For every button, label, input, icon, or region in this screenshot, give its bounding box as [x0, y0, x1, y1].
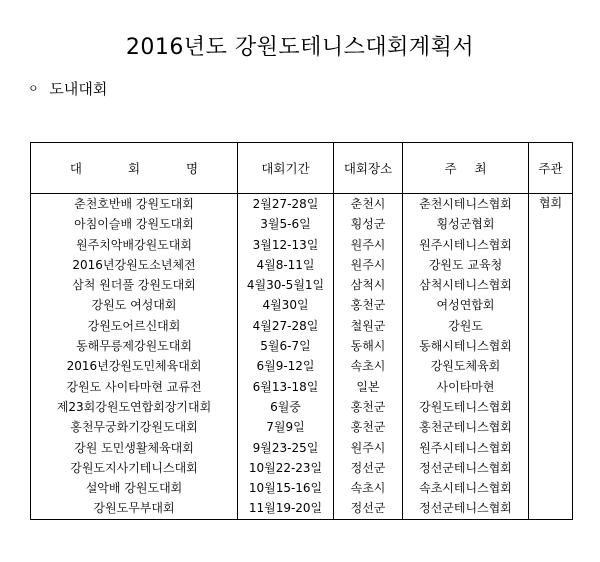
tournament-venue: 정선군: [350, 501, 386, 516]
venue-column: [334, 194, 403, 520]
tournament-name: 강원도어르신대회: [87, 318, 181, 333]
tournament-period: 6월중: [270, 399, 301, 414]
tournament-host: 여성연합회: [436, 298, 495, 313]
tournament-name: 강원도지사기테니스대회: [70, 460, 198, 475]
tournament-host: 횡성군협회: [436, 217, 495, 232]
tournament-name: 동해무릉제강원도대회: [76, 339, 192, 354]
section-bullet: ㅇ: [28, 82, 39, 95]
tournament-name: 강원도 여성대회: [91, 298, 177, 313]
tournament-period: 4월30-5월1일: [246, 278, 325, 293]
header-organizer: 주관: [529, 143, 573, 194]
tournament-period: 6월13-18일: [252, 379, 319, 394]
tournament-period: 10월22-23일: [248, 460, 323, 475]
tournament-venue: 홍천군: [350, 420, 386, 435]
tournament-host: 강원도 교육청: [428, 257, 503, 272]
host-column: [403, 194, 529, 520]
tournament-name: 강원도무부대회: [93, 501, 175, 516]
tournament-host: 홍천군테니스협회: [419, 420, 512, 435]
tournament-venue: 속초시: [350, 481, 386, 496]
tournament-period: 10월15-16일: [248, 481, 323, 496]
document-title: 2016년도 강원도테니스대회계획서: [125, 35, 475, 60]
table-header-row: [31, 143, 573, 194]
tournament-host: 사이타마현: [436, 379, 495, 394]
header-host: 주 최: [403, 143, 529, 194]
section-title: 도내대회: [49, 80, 108, 98]
tournament-name: 2016년강원도민체육대회: [66, 359, 202, 374]
tournament-period: 6월9-12일: [256, 359, 315, 374]
tournament-schedule-table: [30, 142, 573, 520]
tournament-period: 4월8-11일: [256, 257, 315, 272]
section-heading: [28, 78, 107, 99]
tournament-host: 원주시테니스협회: [419, 440, 512, 455]
tournament-host: 정선군테니스협회: [419, 501, 512, 516]
tournament-host: 속초시테니스협회: [419, 481, 512, 496]
tournament-period: 7월9일: [266, 420, 305, 435]
tournament-period: 4월27-28일: [252, 318, 319, 333]
tournament-name: 강원 도민생활체육대회: [74, 440, 194, 455]
tournament-venue: 원주시: [350, 257, 386, 272]
tournament-host: 강원도: [448, 318, 483, 333]
tournament-period: 5월6-7일: [260, 339, 311, 354]
tournament-host: 삼척시테니스협회: [419, 278, 512, 293]
tournament-venue: 속초시: [350, 359, 386, 374]
tournament-host: 정선군테니스협회: [419, 460, 512, 475]
tournament-host: 강원도테니스협회: [419, 399, 512, 414]
tournament-name: 삼척 원더풀 강원도대회: [72, 278, 196, 293]
tournament-host: 원주시테니스협회: [419, 237, 512, 252]
tournament-period: 4월30일: [262, 298, 309, 313]
tournament-venue: 횡성군: [350, 217, 386, 232]
tournament-name-column: [31, 194, 238, 520]
tournament-name: 홍천무궁화기강원도대회: [70, 420, 198, 435]
tournament-venue: 춘천시: [350, 197, 386, 211]
tournament-period: 3월5-6일: [260, 217, 311, 232]
tournament-venue: 홍천군: [350, 298, 386, 313]
tournament-host: 강원도체육회: [430, 359, 501, 374]
tournament-name: 2016년강원도소년체전: [72, 257, 196, 272]
tournament-period: 3월12-13일: [252, 237, 319, 252]
tournament-name: 설악배 강원도대회: [85, 481, 183, 496]
tournament-venue: 삼척시: [350, 278, 386, 293]
tournament-period: 9월23-25일: [252, 440, 319, 455]
tournament-venue: 원주시: [350, 237, 386, 252]
tournament-host: 춘천시테니스협회: [419, 197, 512, 211]
tournament-name: 제23회강원도연합회장기대회: [56, 399, 212, 414]
tournament-name: 아침이슬배 강원도대회: [74, 217, 194, 232]
header-period: 대회기간: [238, 143, 334, 194]
tournament-venue: 홍천군: [350, 399, 386, 414]
organizer-cell: 협회: [529, 194, 573, 520]
tournament-period: 2월27-28일: [252, 197, 319, 211]
header-tournament-name: 대 회 명: [31, 143, 238, 194]
table-body-row: [31, 194, 573, 520]
tournament-name: 춘천호반배 강원도대회: [74, 197, 194, 211]
tournament-venue: 정선군: [350, 460, 386, 475]
period-column: [238, 194, 334, 520]
tournament-venue: 철원군: [350, 318, 386, 333]
tournament-name: 원주치악배강원도대회: [76, 237, 192, 252]
tournament-period: 11월19-20일: [248, 501, 323, 516]
tournament-venue: 원주시: [350, 440, 386, 455]
header-venue: 대회장소: [334, 143, 403, 194]
tournament-name: 강원도 사이타마현 교류전: [66, 379, 202, 394]
tournament-host: 동해시테니스협회: [419, 339, 512, 354]
tournament-venue: 동해시: [350, 339, 386, 354]
tournament-venue: 일본: [356, 379, 380, 394]
